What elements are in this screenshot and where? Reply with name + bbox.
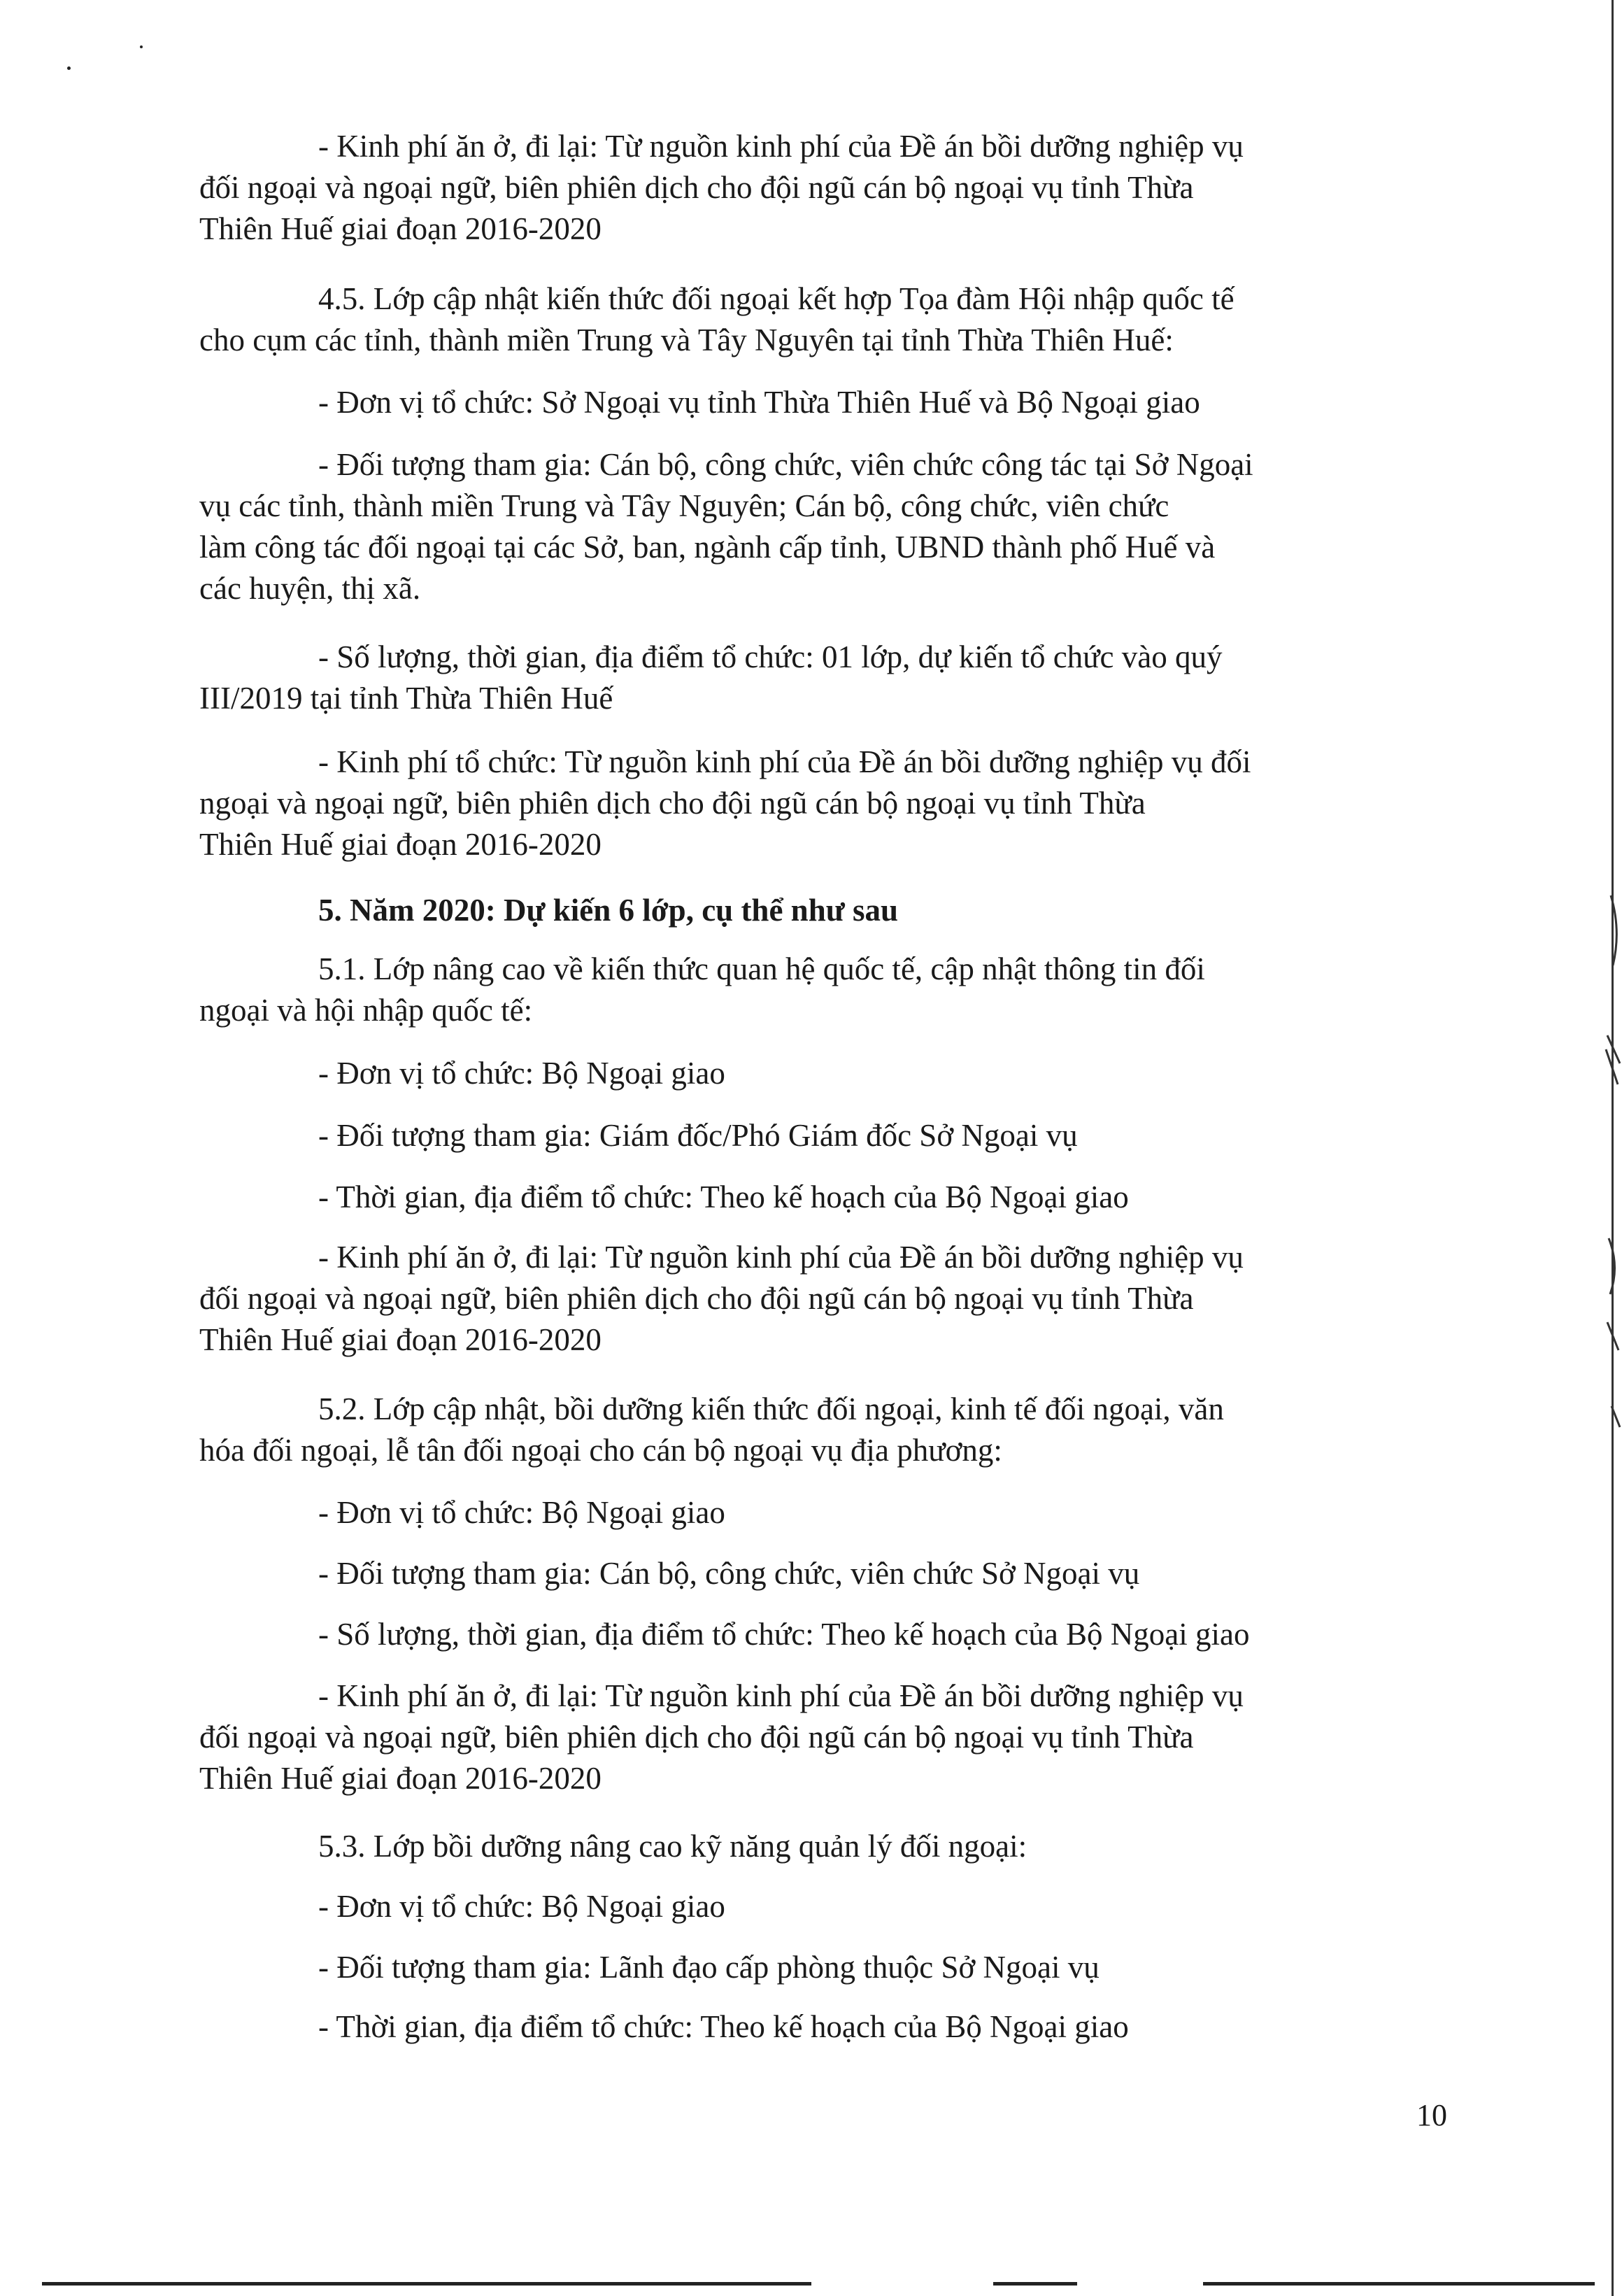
text-line: - Đối tượng tham gia: Giám đốc/Phó Giám đốc Sở Ngoại vụ — [318, 1118, 1078, 1153]
text-line: - Đơn vị tổ chức: Bộ Ngoại giao — [318, 1889, 725, 1924]
text-line: đối ngoại và ngoại ngữ, biên phiên dịch cho đội ngũ cán bộ ngoại vụ tỉnh Thừa — [199, 1720, 1194, 1755]
text-line: - Kinh phí tổ chức: Từ nguồn kinh phí của Đề án bồi dưỡng nghiệp vụ đối — [318, 744, 1251, 779]
text-line: Thiên Huế giai đoạn 2016-2020 — [199, 827, 602, 862]
bottom-rule — [1203, 2282, 1595, 2286]
text-line: - Đối tượng tham gia: Lãnh đạo cấp phòng thuộc Sở Ngoại vụ — [318, 1950, 1100, 1985]
paragraph — [199, 1886, 1458, 1927]
paragraph — [199, 1947, 1458, 1988]
paragraph — [199, 742, 1458, 865]
bottom-rule — [993, 2282, 1077, 2286]
text-line: 5.3. Lớp bồi dưỡng nâng cao kỹ năng quản lý đối ngoại: — [318, 1829, 1027, 1864]
text-line: - Kinh phí ăn ở, đi lại: Từ nguồn kinh phí của Đề án bồi dưỡng nghiệp vụ — [318, 1678, 1244, 1713]
paragraph — [199, 126, 1458, 250]
partial-stamp-mark — [1579, 874, 1621, 1434]
text-line: 4.5. Lớp cập nhật kiến thức đối ngoại kết hợp Tọa đàm Hội nhập quốc tế — [318, 281, 1235, 316]
scan-dot — [140, 45, 143, 48]
text-line: - Đơn vị tổ chức: Bộ Ngoại giao — [318, 1056, 725, 1091]
text-line: - Kinh phí ăn ở, đi lại: Từ nguồn kinh phí của Đề án bồi dưỡng nghiệp vụ — [318, 1240, 1244, 1275]
text-line: 5.1. Lớp nâng cao về kiến thức quan hệ quốc tế, cập nhật thông tin đối — [318, 951, 1205, 986]
text-line: III/2019 tại tỉnh Thừa Thiên Huế — [199, 681, 613, 716]
paragraph — [199, 444, 1458, 609]
text-line: ngoại và ngoại ngữ, biên phiên dịch cho đội ngũ cán bộ ngoại vụ tỉnh Thừa — [199, 786, 1146, 821]
page-number: 10 — [1416, 2098, 1447, 2132]
text-line: Thiên Huế giai đoạn 2016-2020 — [199, 1322, 602, 1357]
text-line: - Số lượng, thời gian, địa điểm tổ chức: Theo kế hoạch của Bộ Ngoại giao — [318, 1617, 1250, 1652]
text-line: - Đơn vị tổ chức: Sở Ngoại vụ tỉnh Thừa Thiên Huế và Bộ Ngoại giao — [318, 385, 1200, 420]
text-line: làm công tác đối ngoại tại các Sở, ban, ngành cấp tỉnh, UBND thành phố Huế và — [199, 530, 1216, 565]
text-line: hóa đối ngoại, lễ tân đối ngoại cho cán bộ ngoại vụ địa phương: — [199, 1433, 1002, 1468]
paragraph — [199, 2006, 1458, 2048]
text-line: - Thời gian, địa điểm tổ chức: Theo kế hoạch của Bộ Ngoại giao — [318, 2009, 1129, 2044]
text-line: - Đối tượng tham gia: Cán bộ, công chức, viên chức công tác tại Sở Ngoại — [318, 447, 1253, 482]
text-line: - Kinh phí ăn ở, đi lại: Từ nguồn kinh phí của Đề án bồi dưỡng nghiệp vụ — [318, 129, 1244, 164]
section-heading — [199, 890, 1458, 931]
text-line: Thiên Huế giai đoạn 2016-2020 — [199, 1761, 602, 1796]
scan-dot — [67, 66, 71, 70]
bottom-rule — [42, 2282, 811, 2286]
text-line: đối ngoại và ngoại ngữ, biên phiên dịch cho đội ngũ cán bộ ngoại vụ tỉnh Thừa — [199, 1281, 1194, 1316]
paragraph — [199, 1177, 1458, 1218]
text-line: vụ các tỉnh, thành miền Trung và Tây Nguyên; Cán bộ, công chức, viên chức — [199, 488, 1169, 523]
paragraph — [199, 1614, 1458, 1655]
text-line: đối ngoại và ngoại ngữ, biên phiên dịch cho đội ngũ cán bộ ngoại vụ tỉnh Thừa — [199, 170, 1194, 205]
paragraph — [199, 1492, 1458, 1533]
paragraph — [199, 949, 1458, 1031]
text-line: 5. Năm 2020: Dự kiến 6 lớp, cụ thể như sau — [318, 893, 899, 928]
text-line: - Đối tượng tham gia: Cán bộ, công chức, viên chức Sở Ngoại vụ — [318, 1556, 1140, 1591]
paragraph — [199, 1389, 1458, 1471]
text-line: - Số lượng, thời gian, địa điểm tổ chức: 01 lớp, dự kiến tổ chức vào quý — [318, 639, 1223, 674]
text-line: - Đơn vị tổ chức: Bộ Ngoại giao — [318, 1495, 725, 1530]
paragraph — [199, 1053, 1458, 1094]
paragraph — [199, 1826, 1458, 1867]
text-line: 5.2. Lớp cập nhật, bồi dưỡng kiến thức đối ngoại, kinh tế đối ngoại, văn — [318, 1391, 1224, 1426]
text-line: các huyện, thị xã. — [199, 571, 421, 606]
paragraph — [199, 1553, 1458, 1594]
text-line: ngoại và hội nhập quốc tế: — [199, 993, 533, 1028]
paragraph — [199, 278, 1458, 361]
paragraph — [199, 1675, 1458, 1799]
paragraph — [199, 637, 1458, 719]
paragraph — [199, 1115, 1458, 1156]
paragraph — [199, 382, 1458, 423]
text-line: Thiên Huế giai đoạn 2016-2020 — [199, 211, 602, 246]
text-line: - Thời gian, địa điểm tổ chức: Theo kế hoạch của Bộ Ngoại giao — [318, 1179, 1129, 1214]
text-line: cho cụm các tỉnh, thành miền Trung và Tây Nguyên tại tỉnh Thừa Thiên Huế: — [199, 323, 1174, 357]
paragraph — [199, 1237, 1458, 1361]
